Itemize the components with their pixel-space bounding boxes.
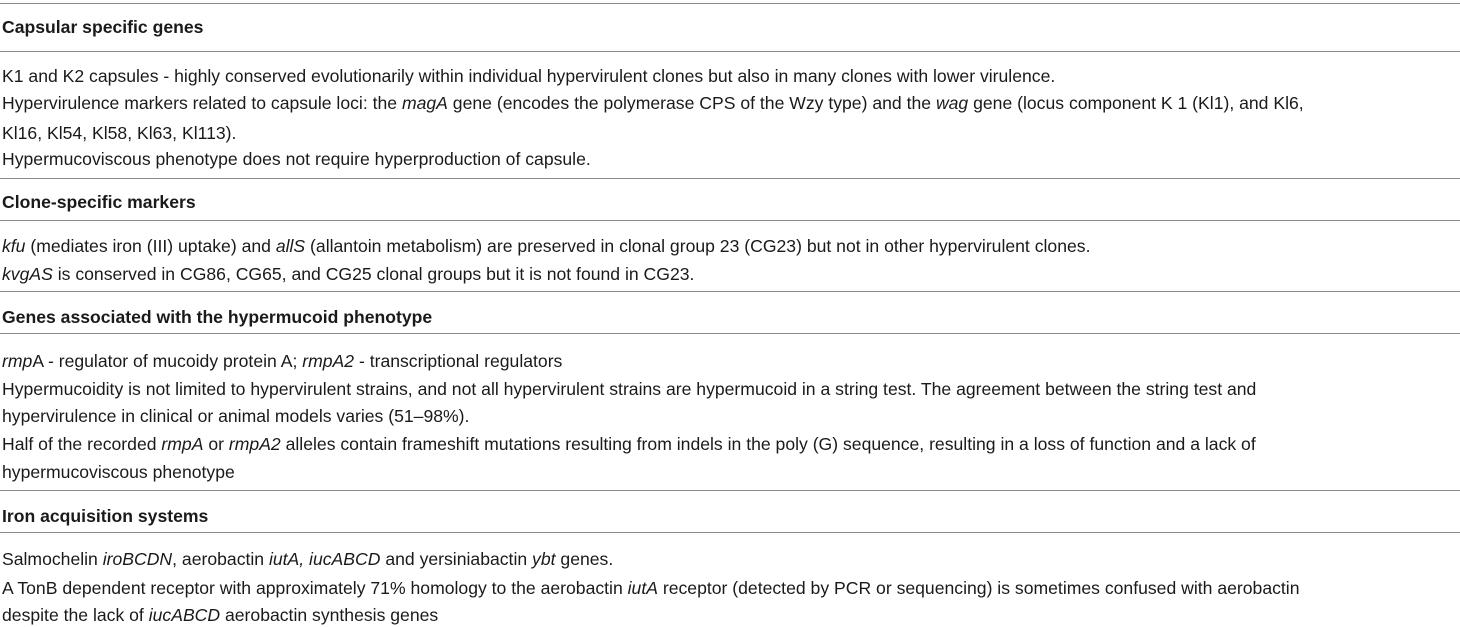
text-segment: and yersiniabactin <box>380 549 533 569</box>
section-header: Genes associated with the hypermucoid phenotype <box>2 307 433 327</box>
text-segment: K1 and K2 capsules - highly conserved evolutionarily within individual hypervirulent clones but also in many clones with lower virulence. <box>2 66 1056 86</box>
table-line <box>2 147 591 171</box>
text-segment: (mediates iron (III) uptake) and <box>25 236 276 256</box>
text-segment: A TonB dependent receptor with approximately 71% homology to the aerobactin <box>2 578 628 598</box>
table-line <box>2 460 235 484</box>
gene-name: rmpA2 <box>228 434 281 454</box>
text-segment: (allantoin metabolism) are preserved in clonal group 23 (CG23) but not in other hypervirulent clones. <box>305 236 1091 256</box>
gene-name: magA <box>401 93 448 113</box>
table-rule <box>0 178 1460 179</box>
text-segment: is conserved in CG86, CG65, and CG25 clonal groups but it is not found in CG23. <box>52 264 695 284</box>
text-segment: Hypermucoidity is not limited to hypervirulent strains, and not all hypervirulent strains are hypermucoid in a string test. The agreement between the string test and <box>2 379 1257 399</box>
table-line <box>2 234 1090 258</box>
text-segment: gene (encodes the polymerase CPS of the Wzy type) and the <box>447 93 936 113</box>
table-rule <box>0 291 1460 292</box>
text-segment: Salmochelin <box>2 549 103 569</box>
text-segment: Hypervirulence markers related to capsule loci: the <box>2 93 402 113</box>
gene-name: iucABCD <box>148 605 221 625</box>
text-segment: alleles contain frameshift mutations resulting from indels in the poly (G) sequence, resulting in a loss of function and a lack of <box>280 434 1256 454</box>
text-segment: , aerobactin <box>172 549 269 569</box>
text-segment: hypermucoviscous phenotype <box>2 462 235 482</box>
section-header: Clone-specific markers <box>2 192 196 212</box>
gene-name: iutA <box>627 578 658 598</box>
table-line <box>2 603 438 627</box>
table-line <box>2 91 1304 115</box>
table-rule <box>0 333 1460 334</box>
table-line <box>2 349 562 373</box>
text-segment: gene (locus component K 1 (Kl1), and Kl6, <box>968 93 1304 113</box>
text-segment: A - regulator of mucoidy protein A; <box>32 351 303 371</box>
table-line <box>2 377 1256 401</box>
gene-name: ybt <box>532 549 556 569</box>
text-segment: aerobactin synthesis genes <box>220 605 439 625</box>
text-segment: genes. <box>555 549 614 569</box>
table-line <box>2 432 1256 456</box>
table-line <box>2 64 1055 88</box>
table-rule <box>0 3 1460 4</box>
gene-name: iroBCDN <box>102 549 173 569</box>
text-segment: despite the lack of <box>2 605 149 625</box>
table-line <box>2 404 469 428</box>
text-segment: or <box>203 434 229 454</box>
text-segment: Kl16, Kl54, Kl58, Kl63, Kl113). <box>2 123 237 143</box>
gene-name: wag <box>935 93 969 113</box>
gene-name: kvgAS <box>2 264 53 284</box>
table-rule <box>0 490 1460 491</box>
table-line <box>2 576 1299 600</box>
gene-name: kfu <box>2 236 26 256</box>
text-segment: hypervirulence in clinical or animal models varies (51–98%). <box>2 406 470 426</box>
table-line <box>2 121 236 145</box>
section-header: Iron acquisition systems <box>2 506 209 526</box>
gene-name: rmpA <box>161 434 204 454</box>
table-rule <box>0 532 1460 533</box>
text-segment: - transcriptional regulators <box>354 351 563 371</box>
text-segment: receptor (detected by PCR or sequencing) is sometimes confused with aerobactin <box>657 578 1300 598</box>
gene-name: allS <box>275 236 306 256</box>
gene-name: rmpA2 <box>302 351 355 371</box>
table-rule <box>0 51 1460 52</box>
table-line <box>2 547 613 571</box>
text-segment: Half of the recorded <box>2 434 162 454</box>
text-segment: Hypermucoviscous phenotype does not require hyperproduction of capsule. <box>2 149 591 169</box>
section-header: Capsular specific genes <box>2 17 204 37</box>
table-line <box>2 262 694 286</box>
gene-name: iutA, iucABCD <box>268 549 381 569</box>
gene-name: rmp <box>2 351 33 371</box>
table-rule <box>0 220 1460 221</box>
